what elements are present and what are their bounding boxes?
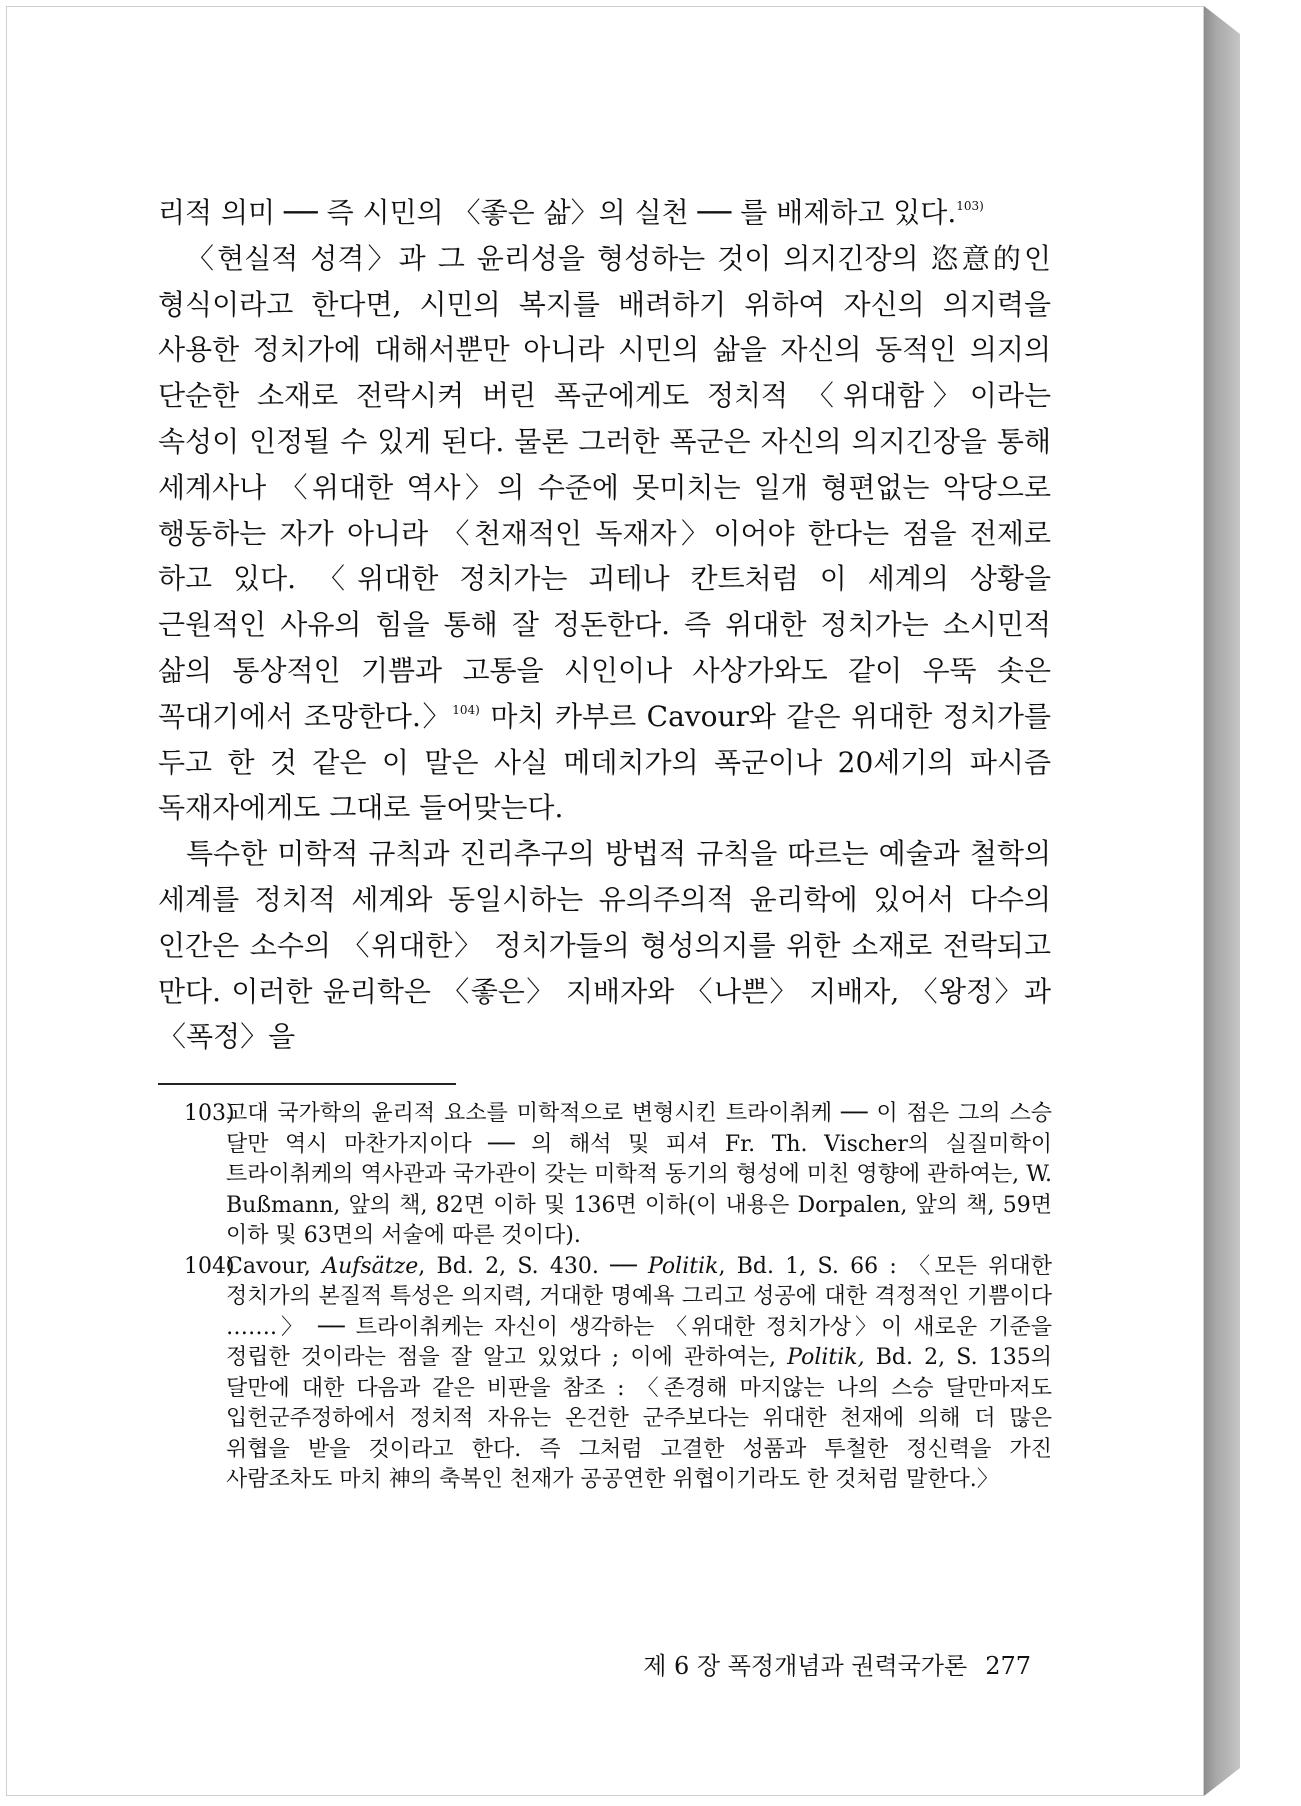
page-number: 277	[985, 1652, 1031, 1680]
footnote-reference-103: 103)	[956, 199, 984, 213]
footnote-divider	[158, 1083, 456, 1085]
footnote-number: 104)	[184, 1253, 235, 1279]
footnote-103	[184, 1099, 1052, 1252]
footnote-104: 104)Cavour, Aufsätze, Bd. 2, S. 430. ── Politik, Bd. 1, S. 66 : 〈모든 위대한 정치가의 본질적 특성은 의지력, 거대한 명예욕 그리고 성공에 대한 격정적인 기쁨이다 …….〉 ── 트라이취케는 자신이 생각하는 〈위대한 정치가상〉이 새로운 기준을 정립한 것이라는 점을 잘 알고 있었다 ; 이에 관하여는, Politik, Bd. 2, S. 135의 달만에 대한 다음과 같은 비판을 참조 : 〈존경해 마지않는 나의 스승 달만마저도 입헌군주정하에서 정치적 자유는 온건한 군주보다는 위대한 천재에 의해 더 많은 위협을 받을 것이라고 한다. 즉 그처럼 고결한 성품과 투철한 정신력을 가진 사람조차도 마치 神의 축복인 천재가 공공연한 위협이기라도 한 것처럼 말한다.〉	[184, 1253, 1052, 1492]
page-stack-edge	[1204, 6, 1240, 1796]
footnote-number: 103)	[184, 1101, 235, 1126]
paragraph-1: 리적 의미 ── 즉 시민의 〈좋은 삶〉의 실천 ── 를 배제하고 있다.$^{103)}$	[158, 196, 984, 229]
chapter-title: 제 6 장 폭정개념과 권력국가론	[643, 1652, 968, 1680]
footnotes	[184, 1099, 1052, 1496]
paragraph-3: 특수한 미학적 규칙과 진리추구의 방법적 규칙을 따르는 예술과 철학의 세계를 정치적 세계와 동일시하는 유의주의적 윤리학에 있어서 다수의 인간은 소수의 〈위대한〉 정치가들의 형성의지를 위한 소재로 전락되고 만다. 이러한 윤리학은 〈좋은〉 지배자와 〈나쁜〉 지배자, 〈왕정〉과 〈폭정〉을	[158, 837, 1051, 1054]
footnote-text: 고대 국가학의 윤리적 요소를 미학적으로 변형시킨 트라이취케 ── 이 점은 그의 스승 달만 역시 마찬가지이다 ── 의 해석 및 피셔 Fr. Th. Vischer의 실질미학이 트라이취케의 역사관과 국가관이 갖는 미학적 동기의 형성에 미친 영향에 관하여는, W. Bußmann, 앞의 책, 82면 이하 및 136면 이하(이 내용은 Dorpalen, 앞의 책, 59면 이하 및 63면의 서술에 따른 것이다).	[226, 1101, 1052, 1248]
running-footer	[643, 1651, 1031, 1681]
footnote-reference-104: 104)	[452, 702, 480, 717]
paragraph-2: 〈현실적 성격〉과 그 윤리성을 형성하는 것이 의지긴장의 恣意的인 형식이라고 한다면, 시민의 복지를 배려하기 위하여 자신의 의지력을 사용한 정치가에 대해서뿐만 아니라 시민의 삶을 자신의 동적인 의지의 단순한 소재로 전락시켜 버린 폭군에게도 정치적 〈위대함〉이라는 속성이 인정될 수 있게 된다. 물론 그러한 폭군은 자신의 의지긴장을 통해 세계사나 〈위대한 역사〉의 수준에 못미치는 일개 형편없는 악당으로 행동하는 자가 아니라 〈천재적인 독재자〉이어야 한다는 점을 전제로 하고 있다. 〈위대한 정치가는 괴테나 칸트처럼 이 세계의 상황을 근원적인 사유의 힘을 통해 잘 정돈한다. 즉 위대한 정치가는 소시민적 삶의 통상적인 기쁨과 고통을 시인이나 사상가와도 같이 우뚝 솟은 꼭대기에서 조망한다.〉$^{104)}$ 마치 카부르 Cavour와 같은 위대한 정치가를 두고 한 것 같은 이 말은 사실 메데치가의 폭군이나 20세기의 파시즘 독재자에게도 그대로 들어맞는다.	[158, 241, 1052, 825]
main-text	[158, 190, 1051, 1060]
